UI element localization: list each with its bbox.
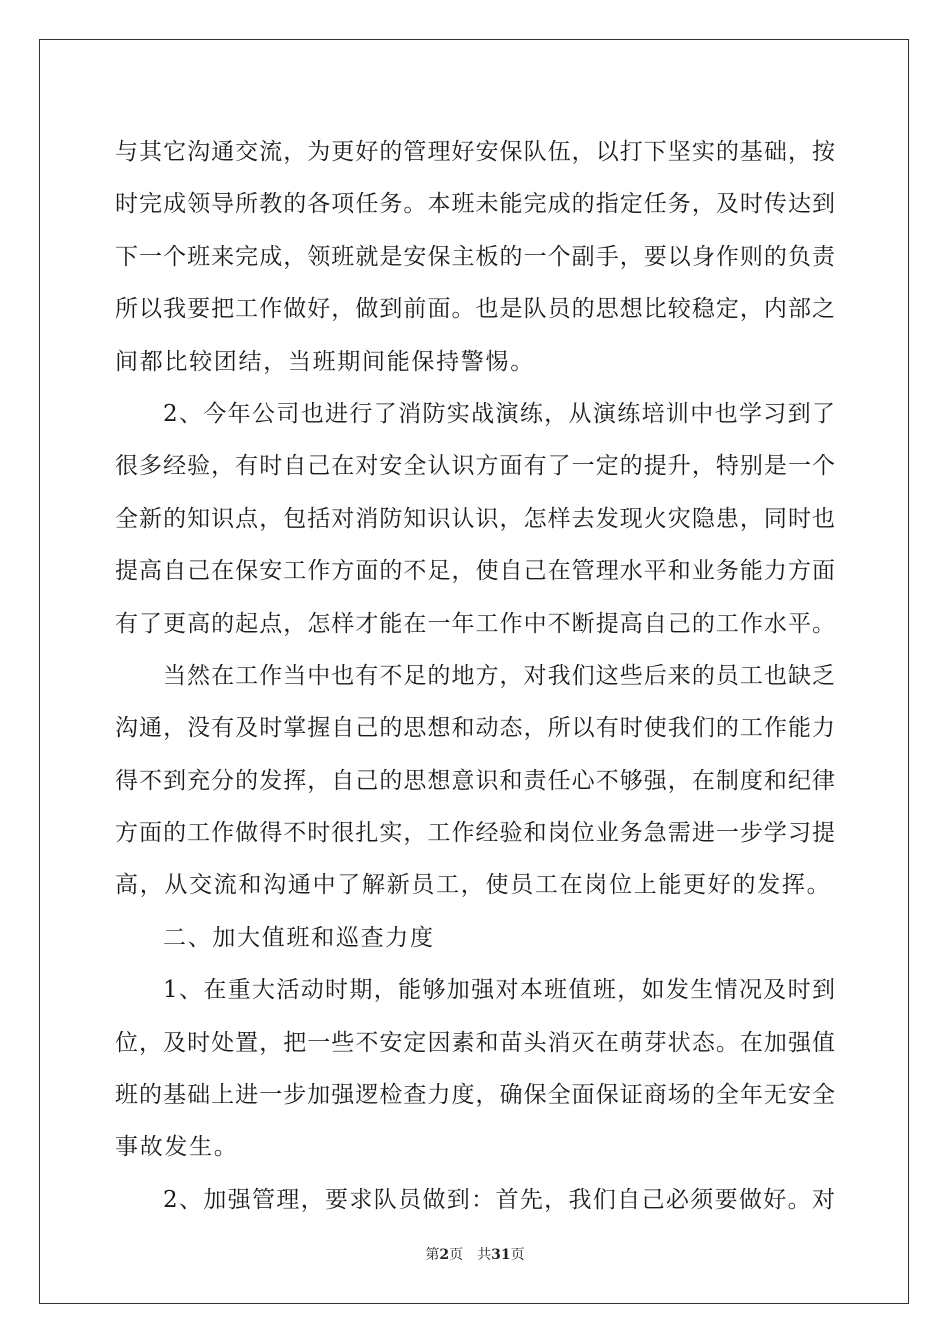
page-current: 2 xyxy=(439,1247,450,1263)
text-line: 沟通，没有及时掌握自己的思想和动态，所以有时使我们的工作能力 xyxy=(115,715,835,742)
total-suffix: 页 xyxy=(510,1247,525,1263)
text-line: 2、今年公司也进行了消防实战演练，从演练培训中也学习到了 xyxy=(163,400,835,427)
document-body xyxy=(115,126,835,1226)
text-line: 时完成领导所教的各项任务。本班未能完成的指定任务，及时传达到 xyxy=(115,191,835,218)
text-line: 很多经验，有时自己在对安全认识方面有了一定的提升，特别是一个 xyxy=(115,453,835,480)
text-line: 事故发生。 xyxy=(115,1134,239,1161)
text-line: 当然在工作当中也有不足的地方，对我们这些后来的员工也缺乏 xyxy=(163,662,835,689)
text-line: 下一个班来完成，领班就是安保主板的一个副手，要以身作则的负责 xyxy=(115,243,835,270)
text-line: 班的基础上进一步加强逻检查力度，确保全面保证商场的全年无安全 xyxy=(115,1082,835,1109)
text-line: 与其它沟通交流，为更好的管理好安保队伍，以打下坚实的基础，按 xyxy=(115,139,835,165)
page-suffix: 页 xyxy=(449,1247,464,1263)
text-line: 位，及时处置，把一些不安定因素和苗头消灭在萌芽状态。在加强值 xyxy=(115,1029,835,1056)
page-footer xyxy=(0,1245,950,1265)
text-line: 有了更高的起点，怎样才能在一年工作中不断提高自己的工作水平。 xyxy=(115,610,835,637)
text-line: 间都比较团结，当班期间能保持警惕。 xyxy=(115,348,535,375)
text-line: 方面的工作做得不时很扎实，工作经验和岗位业务急需进一步学习提 xyxy=(115,820,835,847)
total-prefix: 共 xyxy=(477,1247,492,1263)
text-line: 提高自己在保安工作方面的不足，使自己在管理水平和业务能力方面 xyxy=(115,558,835,585)
text-line: 得不到充分的发挥，自己的思想意识和责任心不够强，在制度和纪律 xyxy=(115,767,835,794)
text-line: 1、在重大活动时期，能够加强对本班值班，如发生情况及时到 xyxy=(163,977,835,1004)
page-prefix: 第 xyxy=(425,1247,440,1263)
text-line: 全新的知识点，包括对消防知识认识，怎样去发现火灾隐患，同时也 xyxy=(115,505,835,532)
section-heading: 二、加大值班和巡查力度 xyxy=(163,924,435,951)
text-line: 所以我要把工作做好，做到前面。也是队员的思想比较稳定，内部之 xyxy=(115,296,835,323)
page-total: 31 xyxy=(491,1247,511,1263)
text-line: 2、加强管理，要求队员做到：首先，我们自己必须要做好。对 xyxy=(163,1186,835,1213)
text-line: 高，从交流和沟通中了解新员工，使员工在岗位上能更好的发挥。 xyxy=(115,872,832,899)
